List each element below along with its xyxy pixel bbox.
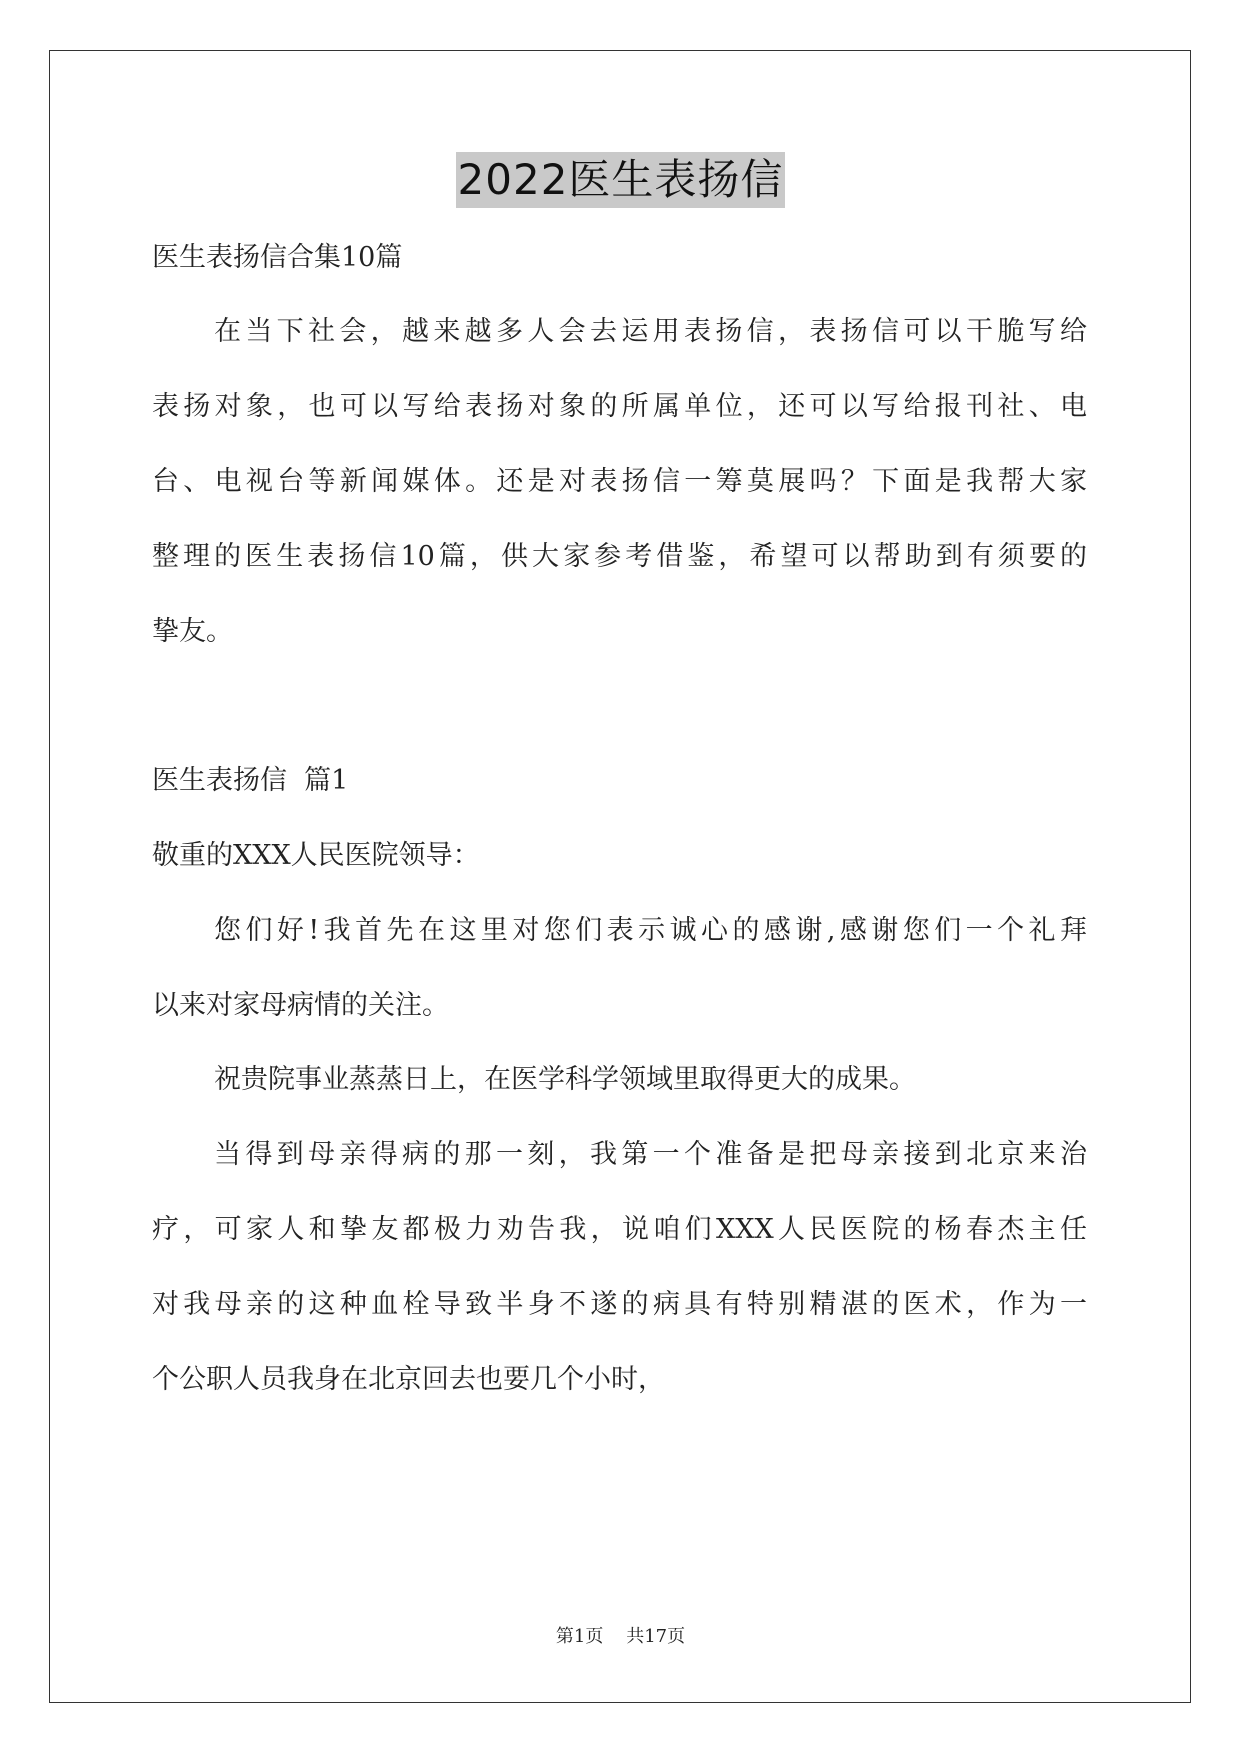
- intro-line: 台、电视台等新闻媒体。还是对表扬信一筹莫展吗？下面是我帮大家: [152, 466, 1087, 497]
- paragraph-line: 祝贵院事业蒸蒸日上，在医学科学领域里取得更大的成果。: [214, 1064, 916, 1095]
- intro-line: 整理的医生表扬信10篇，供大家参考借鉴，希望可以帮助到有须要的: [152, 541, 1087, 572]
- paragraph-line: 当得到母亲得病的那一刻，我第一个准备是把母亲接到北京来治: [214, 1139, 1087, 1170]
- intro-line: 表扬对象，也可以写给表扬对象的所属单位，还可以写给报刊社、电: [152, 391, 1087, 422]
- paragraph-line: 以来对家母病情的关注。: [152, 990, 449, 1021]
- paragraph-line: 对我母亲的这种血栓导致半身不遂的病具有特别精湛的医术，作为一: [152, 1289, 1087, 1320]
- paragraph-line: 您们好!我首先在这里对您们表示诚心的感谢,感谢您们一个礼拜: [214, 915, 1087, 946]
- section-heading: 医生表扬信 篇1: [152, 765, 349, 796]
- salutation: 敬重的XXX人民医院领导：: [152, 840, 480, 871]
- page-footer: 第1页 共17页: [555, 1626, 686, 1647]
- page-border: [49, 50, 1191, 1703]
- intro-line: 挚友。: [152, 616, 233, 647]
- title-wrap: [0, 152, 1241, 208]
- document-subtitle: 医生表扬信合集10篇: [152, 242, 403, 273]
- document-title: 2022医生表扬信: [456, 152, 786, 208]
- intro-line: 在当下社会，越来越多人会去运用表扬信，表扬信可以干脆写给: [214, 316, 1087, 347]
- paragraph-line: 个公职人员我身在北京回去也要几个小时，: [152, 1364, 665, 1395]
- paragraph-line: 疗，可家人和挚友都极力劝告我，说咱们XXX人民医院的杨春杰主任: [152, 1214, 1087, 1245]
